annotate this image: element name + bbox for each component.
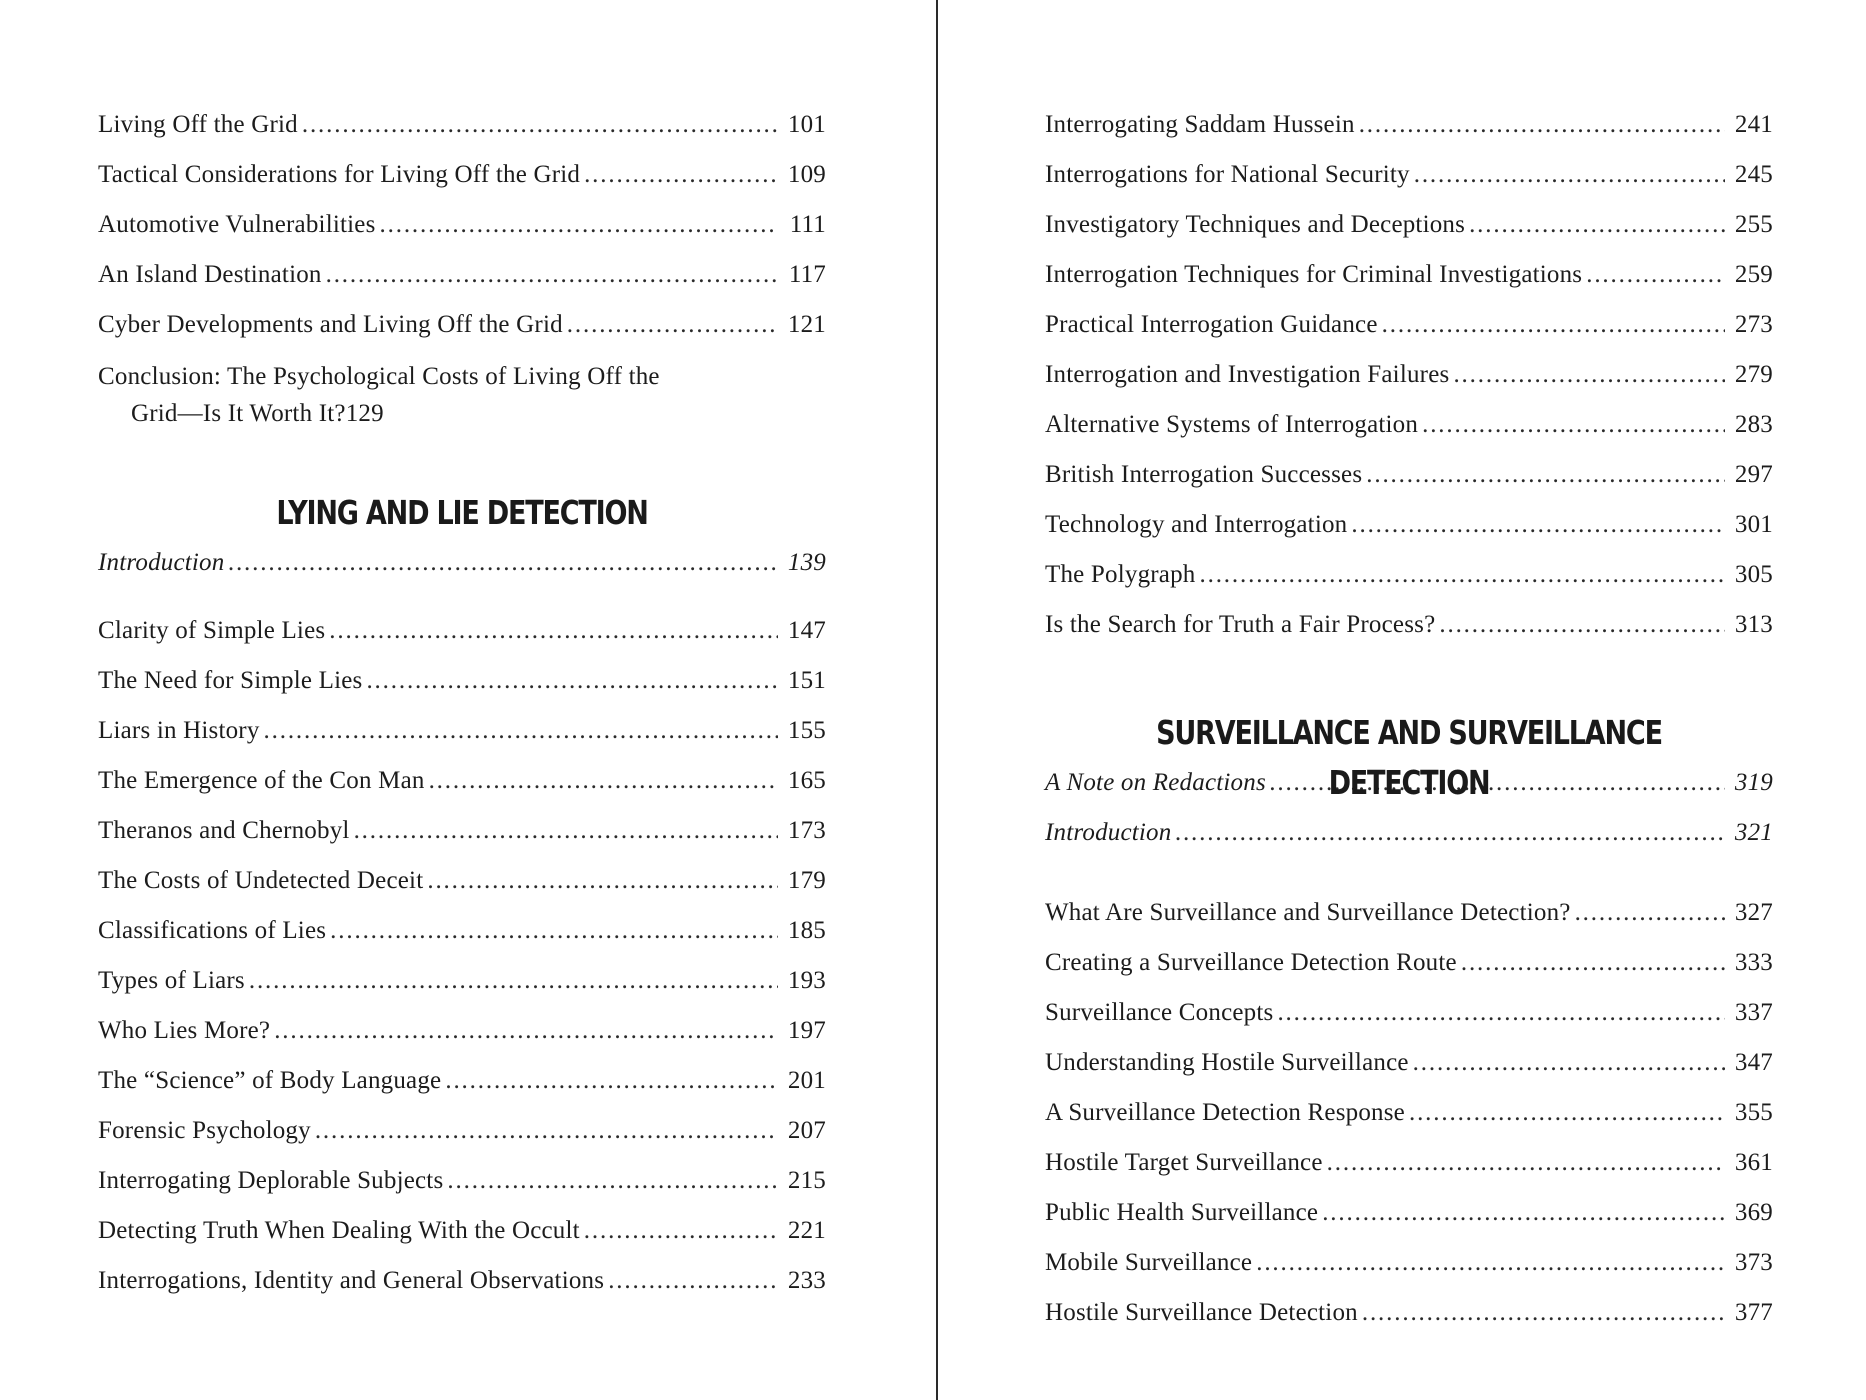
toc-entry [98,806,826,856]
toc-entry-title: Classifications of Lies [98,917,327,944]
left-page [98,100,826,1306]
dot-leader [329,606,778,656]
toc-page-number: 313 [1734,611,1773,638]
section-heading: SURVEILLANCE AND SURVEILLANCE DETECTION [1156,713,1662,802]
toc-entry [1045,100,1773,150]
toc-entry-title: Liars in History [98,717,260,744]
dot-leader [427,856,778,906]
dot-leader [315,1106,778,1156]
toc-page-number: 129 [345,400,384,427]
toc-entry [1045,150,1773,200]
toc-entry-title: Interrogation Techniques for Criminal Investigations [1045,261,1583,288]
dot-leader [1422,400,1725,450]
dot-leader [1362,1288,1725,1338]
toc-page-number: 193 [787,967,826,994]
toc-page-number: 327 [1734,899,1773,926]
toc-entry-title: A Note on Redactions [1045,769,1266,796]
toc-entry-title: Grid—Is It Worth It? [131,400,346,427]
toc-entry-title: Automotive Vulnerabilities [98,211,376,238]
toc-entry [1045,200,1773,250]
toc-entry-title: What Are Surveillance and Surveillance Detection? [1045,899,1571,926]
toc-page-number: 207 [787,1117,826,1144]
toc-entry [1045,500,1773,550]
toc-page-number: 221 [787,1217,826,1244]
toc-entry [98,856,826,906]
toc-entry [98,250,826,300]
toc-page-number: 321 [1734,819,1773,846]
toc-entry [1045,1138,1773,1188]
toc-page-number: 117 [788,261,826,288]
toc-group-living-off-grid [98,100,826,350]
toc-page-number: 215 [787,1167,826,1194]
toc-page-number: 337 [1734,999,1773,1026]
dot-leader [1366,450,1725,500]
toc-entry [1045,350,1773,400]
toc-entry-title: Tactical Considerations for Living Off the Grid [98,161,581,188]
dot-leader [584,1206,778,1256]
toc-entry [98,300,826,350]
toc-entry [1045,600,1773,650]
dot-leader [1586,250,1725,300]
dot-leader [274,1006,778,1056]
dot-leader [1256,1238,1725,1288]
toc-entry [98,1006,826,1056]
toc-page-number: 301 [1734,511,1773,538]
toc-entry [98,150,826,200]
toc-entry [1045,1088,1773,1138]
toc-entry-title: Hostile Surveillance Detection [1045,1299,1358,1326]
toc-entry [98,538,826,588]
toc-page-number: 151 [787,667,826,694]
dot-leader [1351,500,1725,550]
toc-entry [1045,988,1773,1038]
toc-entry [98,1106,826,1156]
toc-entry-title: Practical Interrogation Guidance [1045,311,1378,338]
toc-entry [98,1156,826,1206]
toc-entry [98,1206,826,1256]
toc-entry-title: Understanding Hostile Surveillance [1045,1049,1409,1076]
toc-entry-title: Who Lies More? [98,1017,271,1044]
toc-entry-title: Investigatory Techniques and Deceptions [1045,211,1466,238]
toc-entry-title: Interrogating Deplorable Subjects [98,1167,444,1194]
toc-entry [1045,250,1773,300]
toc-entry [98,100,826,150]
toc-entry [98,906,826,956]
section-heading: LYING AND LIE DETECTION [276,493,648,532]
toc-page-number: 185 [787,917,826,944]
toc-page-number: 197 [787,1017,826,1044]
toc-entry-title: Interrogation and Investigation Failures [1045,361,1450,388]
toc-page-number: 241 [1734,111,1773,138]
toc-entry-title: Surveillance Concepts [1045,999,1274,1026]
dot-leader [1322,1188,1725,1238]
dot-leader [1200,550,1726,600]
toc-page-number: 155 [787,717,826,744]
toc-page-number: 111 [789,211,826,238]
dot-leader [302,100,778,150]
toc-page-number: 297 [1734,461,1773,488]
dot-leader [445,1056,778,1106]
toc-entry-title: The “Science” of Body Language [98,1067,442,1094]
toc-page-number: 101 [787,111,826,138]
toc-entry-title: Theranos and Chernobyl [98,817,350,844]
toc-entry-title: Conclusion: The Psychological Costs of Living Off the [98,363,660,390]
dot-leader [447,1156,778,1206]
toc-entry [1045,300,1773,350]
toc-entry-title: Is the Search for Truth a Fair Process? [1045,611,1436,638]
toc-page-number: 283 [1734,411,1773,438]
toc-entry [1045,888,1773,938]
toc-page-number: 165 [787,767,826,794]
dot-leader [326,250,778,300]
toc-entry-title: Introduction [98,549,225,576]
toc-entry-title: Introduction [1045,819,1172,846]
toc-entry [98,358,826,432]
toc-page-number: 121 [787,311,826,338]
toc-page-number: 245 [1734,161,1773,188]
toc-entry [1045,1038,1773,1088]
dot-leader [1175,808,1725,858]
toc-entry [1045,450,1773,500]
toc-entry [1045,550,1773,600]
toc-page-number: 147 [787,617,826,644]
toc-entry-title: Creating a Surveillance Detection Route [1045,949,1457,976]
toc-page-number: 279 [1734,361,1773,388]
dot-leader [1461,938,1725,988]
toc-page-number: 355 [1734,1099,1773,1126]
toc-page-number: 369 [1734,1199,1773,1226]
toc-page-number: 361 [1734,1149,1773,1176]
toc-page-number: 273 [1734,311,1773,338]
toc-group-lying [98,606,826,1306]
toc-entry-title: An Island Destination [98,261,322,288]
toc-entry [98,1056,826,1106]
dot-leader [1453,350,1725,400]
dot-leader [354,806,778,856]
toc-entry-title: Mobile Surveillance [1045,1249,1253,1276]
toc-entry-title: Types of Liars [98,967,245,994]
dot-leader [1277,988,1725,1038]
dot-leader [429,756,778,806]
dot-leader [330,906,778,956]
toc-page-number: 319 [1734,769,1773,796]
dot-leader [1413,1038,1725,1088]
toc-page-number: 233 [787,1267,826,1294]
toc-entry-title: British Interrogation Successes [1045,461,1363,488]
dot-leader [1409,1088,1725,1138]
toc-entry-title: The Polygraph [1045,561,1196,588]
dot-leader [1575,888,1725,938]
dot-leader [1359,100,1725,150]
dot-leader [264,706,778,756]
dot-leader [366,656,778,706]
toc-entry-title: Interrogations for National Security [1045,161,1410,188]
toc-entry [98,656,826,706]
toc-entry [1045,1288,1773,1338]
toc-entry-title: Cyber Developments and Living Off the Grid [98,311,563,338]
dot-leader [567,300,778,350]
toc-page-number: 377 [1734,1299,1773,1326]
right-page [1045,100,1773,1338]
toc-entry [1045,1188,1773,1238]
toc-page-number: 333 [1734,949,1773,976]
toc-entry [98,606,826,656]
toc-entry-title: Technology and Interrogation [1045,511,1348,538]
toc-entry [98,756,826,806]
dot-leader [1439,600,1725,650]
toc-entry-title: Detecting Truth When Dealing With the Occult [98,1217,580,1244]
toc-entry-title: The Need for Simple Lies [98,667,363,694]
toc-page-number: 305 [1734,561,1773,588]
toc-entry-title: A Surveillance Detection Response [1045,1099,1405,1126]
toc-page-number: 259 [1734,261,1773,288]
toc-entry-title: Interrogations, Identity and General Observations [98,1267,605,1294]
toc-entry-title: Living Off the Grid [98,111,298,138]
toc-entry [1045,938,1773,988]
dot-leader [1414,150,1725,200]
dot-leader [1327,1138,1725,1188]
toc-group-surveillance [1045,888,1773,1338]
dot-leader [1382,300,1725,350]
toc-entry-title: Hostile Target Surveillance [1045,1149,1323,1176]
toc-page-number: 373 [1734,1249,1773,1276]
toc-entry-title: Alternative Systems of Interrogation [1045,411,1419,438]
toc-entry-title: Public Health Surveillance [1045,1199,1319,1226]
dot-leader [228,538,778,588]
toc-page-number: 139 [787,549,826,576]
toc-entry-title: The Emergence of the Con Man [98,767,425,794]
toc-entry-title: Interrogating Saddam Hussein [1045,111,1355,138]
toc-page-number: 173 [787,817,826,844]
toc-entry [1045,1238,1773,1288]
toc-entry [98,706,826,756]
toc-entry-title: Clarity of Simple Lies [98,617,326,644]
toc-entry-title: The Costs of Undetected Deceit [98,867,424,894]
toc-page-number: 255 [1734,211,1773,238]
toc-page-number: 179 [787,867,826,894]
dot-leader [380,200,778,250]
dot-leader [249,956,778,1006]
toc-entry [98,956,826,1006]
dot-leader [608,1256,778,1306]
dot-leader [1469,200,1725,250]
toc-entry [98,1256,826,1306]
toc-page-number: 201 [787,1067,826,1094]
toc-page-number: 109 [787,161,826,188]
toc-group-interrogation [1045,100,1773,650]
toc-page-number: 347 [1734,1049,1773,1076]
page-gutter-divider [936,0,938,1400]
toc-entry [1045,400,1773,450]
toc-entry-title: Forensic Psychology [98,1117,311,1144]
toc-entry [98,200,826,250]
toc-entry [1045,808,1773,858]
dot-leader [584,150,778,200]
